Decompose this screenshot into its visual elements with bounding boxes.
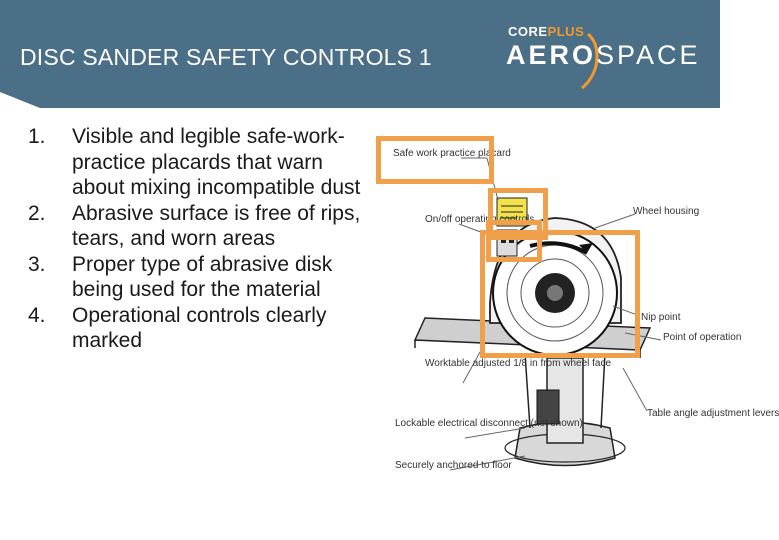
- safety-controls-list: [28, 124, 363, 354]
- list-item: 4. Operational controls clearly marked: [28, 303, 327, 352]
- callout-worktable: Worktable adjusted 1/8 in from wheel face: [425, 358, 612, 369]
- callout-point-of-operation: Point of operation: [663, 332, 742, 343]
- highlight-disc: [480, 230, 640, 358]
- callout-wheel-housing: Wheel housing: [633, 206, 700, 217]
- highlight-placard-callout: [376, 136, 494, 184]
- company-logo: [500, 22, 705, 92]
- slide-header: [0, 0, 720, 108]
- logo-main-text: AEROSPACE: [506, 40, 701, 70]
- callout-nip-point: Nip point: [641, 312, 681, 323]
- callout-onoff-controls: On/off operating controls: [425, 214, 535, 225]
- slide-title: DISC SANDER SAFETY CONTROLS 1: [20, 44, 432, 70]
- callout-safe-work-placard: Safe work practice placard: [393, 148, 511, 159]
- callout-lockable-disconnect: Lockable electrical disconnect (not shown): [395, 418, 583, 429]
- list-item: 1. Visible and legible safe-work-practice placards that warn about mixing incompatible dust: [28, 125, 361, 199]
- logo-small-text: COREPLUS: [508, 24, 585, 39]
- callout-table-angle: Table angle adjustment levers: [647, 408, 779, 419]
- list-item: 2. Abrasive surface is free of rips, tears, and worn areas: [28, 201, 361, 250]
- callout-anchored: Securely anchored to floor: [395, 460, 512, 471]
- list-item: 3. Proper type of abrasive disk being used for the material: [28, 252, 333, 301]
